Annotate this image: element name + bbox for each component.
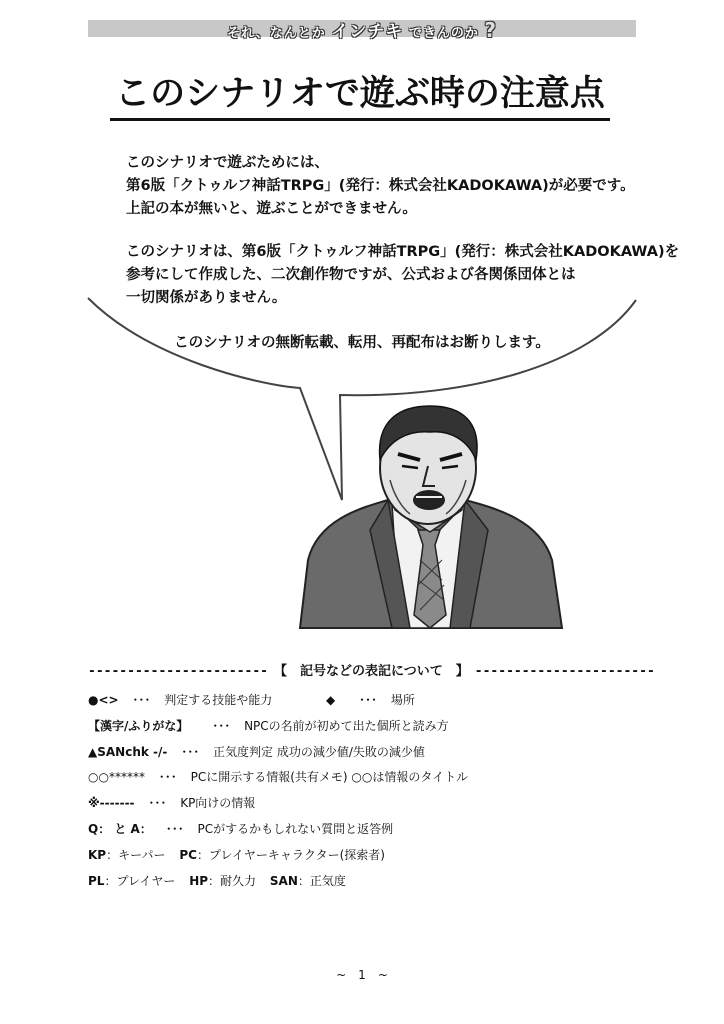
legend-row: ※------- ･･･ KP向けの情報 <box>88 796 256 811</box>
page-title: このシナリオで遊ぶ時の注意点 <box>110 72 610 121</box>
intro-paragraph-1: このシナリオで遊ぶためには、 第6版「クトゥルフ神話TRPG」(発行：株式会社KADOKAWA)が必要です。 上記の本が無いと、遊ぶことができません。 <box>126 155 635 217</box>
intro-text <box>126 152 680 330</box>
legend-heading: ----------------------- 【 記号などの表記について 】 ----------------------- <box>88 664 655 679</box>
abbreviation-row: PL：プレイヤー HP：耐久力 SAN：正気度 <box>88 873 346 888</box>
intro-paragraph-2: このシナリオは、第6版「クトゥルフ神話TRPG」(発行：株式会社KADOKAWA)を 参考にして作成した、二次創作物ですが、公式および各関係団体とは 一切関係がありません。 <box>126 244 680 306</box>
legend-row: Q： と A： ･･･ PCがするかもしれない質問と返答例 <box>88 821 394 836</box>
header-emphasis: インチキ <box>331 22 404 42</box>
abbreviation-row: KP：キーパー PC：プレイヤーキャラクター(探索者) <box>88 847 385 862</box>
legend-row: ▲SANchk -/- ･･･ 正気度判定 成功の減少値/失敗の減少値 <box>88 744 425 759</box>
legend-row: ○○****** ･･･ PCに開示する情報(共有メモ) ○○は情報のタイトル <box>88 770 469 785</box>
legend-heading-label: 【 記号などの表記について 】 <box>274 664 469 679</box>
notation-legend <box>88 688 648 894</box>
legend-row: ●<> ･･･ 判定する技能や能力 ◆ ･･･ 場所 <box>88 693 415 707</box>
shouting-man-illustration <box>290 400 580 630</box>
legend-row: 【漢字/ふりがな】 ･･･ NPCの名前が初めて出た個所と読み方 <box>88 718 449 733</box>
header-question-mark: ? <box>484 18 497 42</box>
page-number: ~ 1 ~ <box>336 968 388 982</box>
header-prefix: それ、なんとか <box>227 26 326 41</box>
header-suffix: できんのか <box>408 26 479 41</box>
copyright-notice: このシナリオの無断転載、転用、再配布はお断りします。 <box>174 335 550 351</box>
